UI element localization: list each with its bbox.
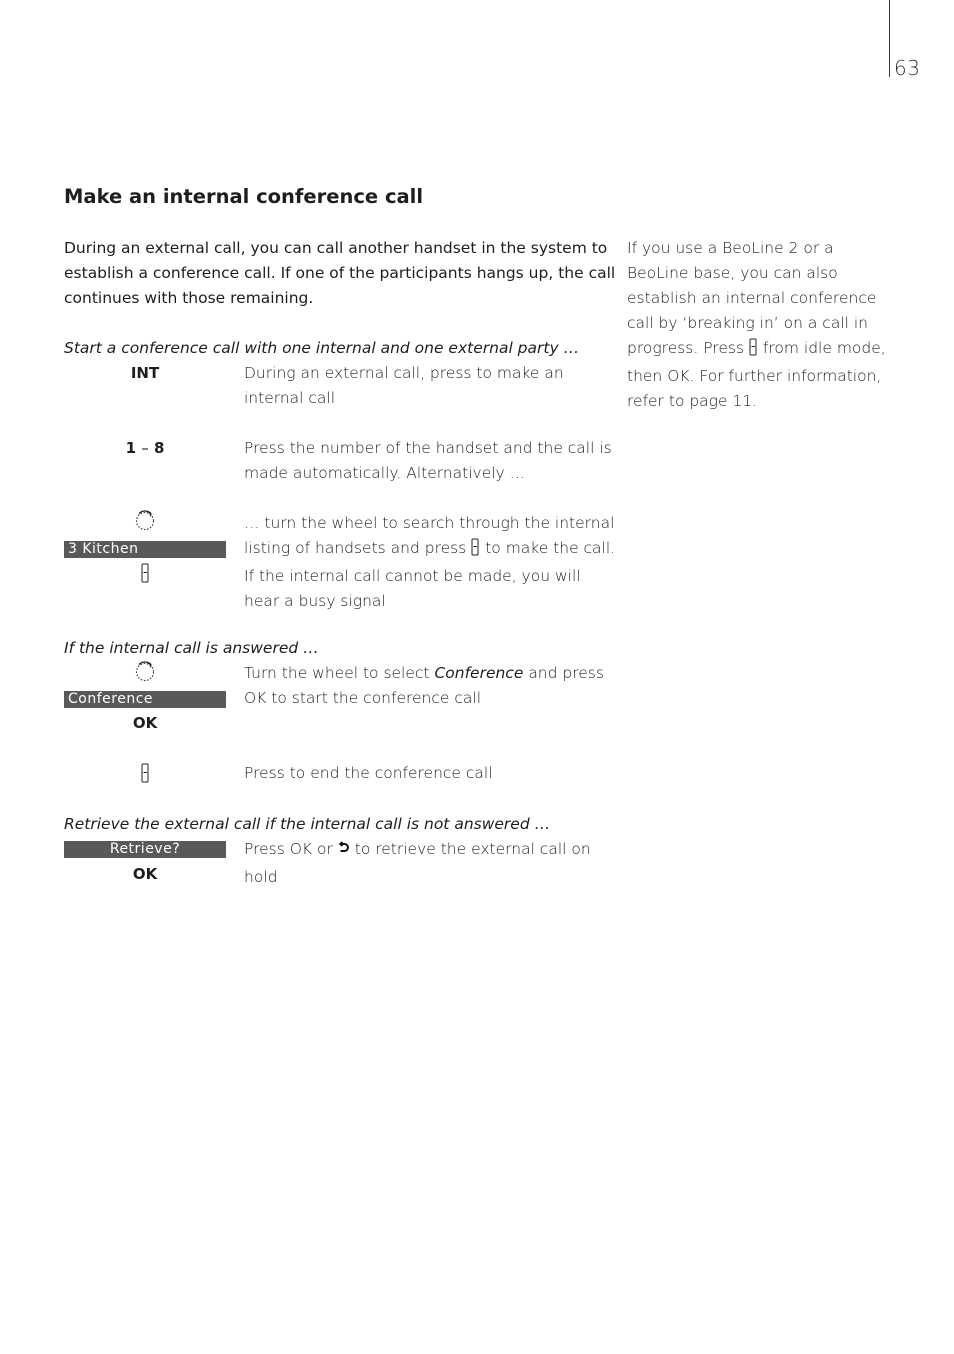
side-note-text-1: If you use a BeoLine 2 or a BeoLine base, you can also establish an internal conference call by ‘breaking in’ on a call in progress. Press — [627, 239, 877, 357]
display-conference: Conference — [64, 691, 226, 708]
wheel-search-text-2: to make the call. If the internal call cannot be made, you will hear a busy signal — [244, 539, 616, 610]
ok-key: OK — [132, 865, 158, 883]
int-key-description: During an external call, press to make an internal call — [244, 364, 564, 407]
select-conference-italic: Conference — [434, 664, 524, 682]
side-note — [627, 236, 897, 414]
number-key-dash: – — [141, 439, 149, 457]
section-heading-retrieve: Retrieve the external call if the internal call is not answered … — [64, 815, 551, 833]
page-number: 63 — [894, 56, 921, 80]
wheel-icon — [64, 509, 226, 535]
wheel-search-text-1: … turn the wheel to search through the internal listing of handsets and press — [244, 514, 615, 557]
wheel-icon — [64, 660, 226, 686]
page-number-rule — [889, 0, 890, 77]
number-key-end: 8 — [153, 439, 165, 457]
select-conference-text-1: Turn the wheel to select — [244, 664, 430, 682]
side-note-text-2: from idle mode, then OK. For further information, refer to page 11. — [627, 339, 886, 410]
page-title: Make an internal conference call — [64, 185, 424, 208]
retrieve-text-1: Press OK or — [244, 840, 333, 858]
phone-icon — [749, 338, 758, 364]
wheel-search-description — [244, 511, 616, 614]
select-conference-text-2: and press OK to start the conference call — [244, 664, 604, 707]
phone-icon — [64, 763, 226, 787]
phone-icon — [64, 563, 226, 587]
section-heading-answered: If the internal call is answered … — [64, 639, 319, 657]
intro-paragraph: During an external call, you can call another handset in the system to establish a conference call. If one of the participants hangs up, the call continues with those remaining. — [64, 239, 616, 307]
retrieve-text-2: to retrieve the external call on hold — [244, 840, 591, 886]
ok-key: OK — [132, 714, 158, 732]
display-retrieve: Retrieve? — [64, 841, 226, 858]
number-keys-description: Press the number of the handset and the call is made automatically. Alternatively … — [244, 439, 612, 482]
section-heading-start-conference: Start a conference call with one internal and one external party … — [64, 339, 580, 357]
retrieve-description — [244, 837, 616, 890]
int-key: INT — [130, 364, 160, 382]
display-3-kitchen: 3 Kitchen — [64, 541, 226, 558]
back-arrow-icon — [338, 840, 350, 865]
number-key-start: 1 — [125, 439, 137, 457]
select-conference-description — [244, 661, 616, 711]
end-conference-description: Press to end the conference call — [244, 764, 493, 782]
number-keys-range — [64, 436, 226, 461]
phone-icon — [471, 538, 480, 564]
